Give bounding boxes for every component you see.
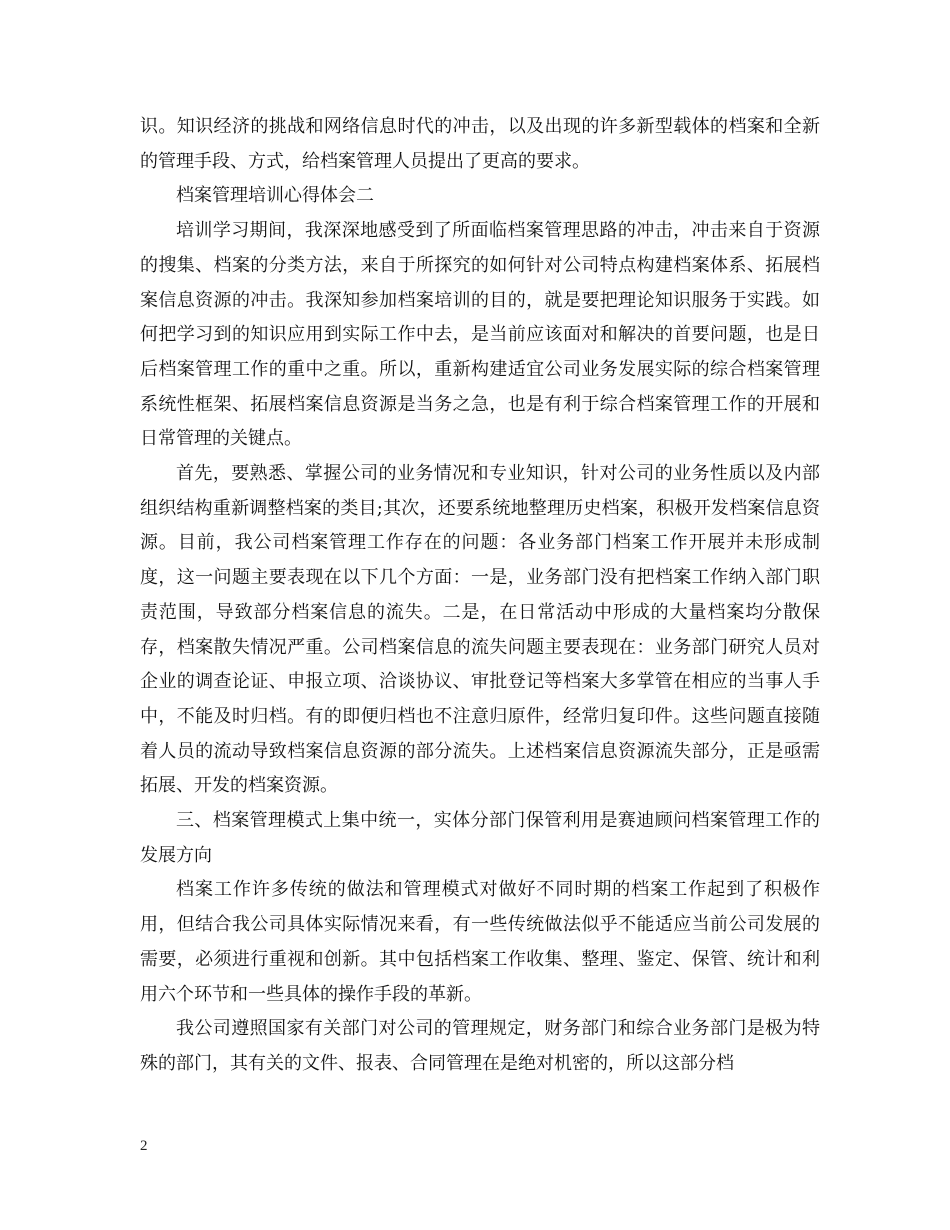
page-number: 2 [140, 1138, 148, 1154]
section-heading: 档案管理培训心得体会二 [176, 185, 374, 207]
paragraph-6: 档案工作许多传统的做法和管理模式对做好不同时期的档案工作起到了积极作用，但结合我公司具体实际情况来看，有一些传统做法似乎不能适应当前公司发展的需要，必须进行重视和创新。其中包括档案工作收集、整理、鉴定、保管、统计和利用六个环节和一些具体的操作手段的革新。 [140, 879, 820, 1005]
paragraph-7: 我公司遵照国家有关部门对公司的管理规定，财务部门和综合业务部门是极为特殊的部门，其有关的文件、报表、合同管理在是绝对机密的，所以这部分档 [140, 1018, 820, 1074]
paragraph-4: 首先，要熟悉、掌握公司的业务情况和专业知识，针对公司的业务性质以及内部组织结构重新调整档案的类目;其次，还要系统地整理历史档案，积极开发档案信息资源。目前，我公司档案管理工作存在的问题：各业务部门档案工作开展并未形成制度，这一问题主要表现在以下几个方面：一是，业务部门没有把档案工作纳入部门职责范围，导致部分档案信息的流失。二是，在日常活动中形成的大量档案均分散保存，档案散失情况严重。公司档案信息的流失问题主要表现在：业务部门研究人员对企业的调查论证、申报立项、洽谈协议、审批登记等档案大多掌管在相应的当事人手中，不能及时归档。有的即便归档也不注意归原件，经常归复印件。这些问题直接随着人员的流动导致档案信息资源的部分流失。上述档案信息资源流失部分，正是亟需拓展、开发的档案资源。 [140, 463, 820, 797]
document-body [140, 110, 820, 1082]
section-heading-three: 三、档案管理模式上集中统一，实体分部门保管利用是赛迪顾问档案管理工作的发展方向 [140, 810, 820, 866]
paragraph-3: 培训学习期间，我深深地感受到了所面临档案管理思路的冲击，冲击来自于资源的搜集、档案的分类方法，来自于所探究的如何针对公司特点构建档案体系、拓展档案信息资源的冲击。我深知参加档案培训的目的，就是要把理论知识服务于实践。如何把学习到的知识应用到实际工作中去，是当前应该面对和解决的首要问题，也是日后档案管理工作的重中之重。所以，重新构建适宜公司业务发展实际的综合档案管理系统性框架、拓展档案信息资源是当务之急，也是有利于综合档案管理工作的开展和日常管理的关键点。 [140, 220, 820, 450]
paragraph-1: 识。知识经济的挑战和网络信息时代的冲击，以及出现的许多新型载体的档案和全新的管理手段、方式，给档案管理人员提出了更高的要求。 [140, 116, 820, 172]
